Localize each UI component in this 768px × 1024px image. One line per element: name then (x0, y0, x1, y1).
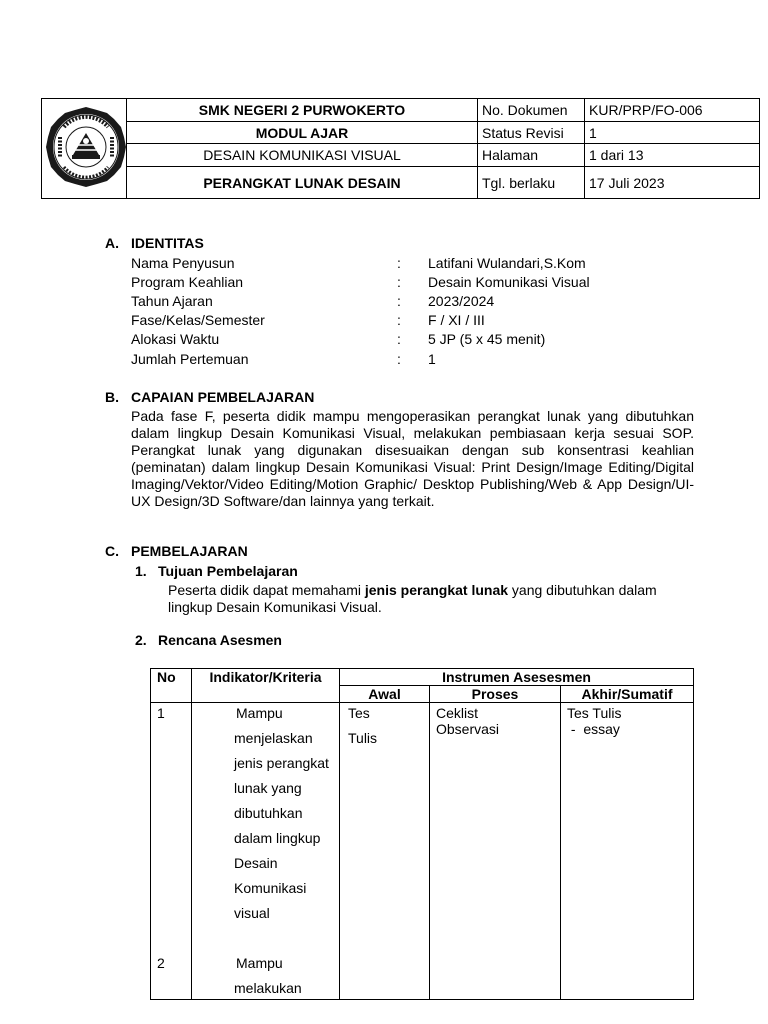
learning-objective-text (168, 582, 688, 616)
identity-value: Desain Komunikasi Visual (428, 274, 590, 290)
identity-colon: : (397, 293, 401, 309)
indicator-line: dibutuhkan (234, 805, 303, 821)
identity-value: 1 (428, 351, 436, 367)
indicator-line: lunak yang (234, 780, 302, 796)
subsection-1-number: 1. (135, 563, 147, 579)
identity-row (131, 351, 651, 370)
meta-label-page: Halaman (478, 144, 585, 167)
table-row (151, 703, 694, 1000)
identity-colon: : (397, 274, 401, 290)
awal-line: Tulis (348, 730, 378, 746)
meta-label-doc: No. Dokumen (478, 99, 585, 122)
identity-value: 2023/2024 (428, 293, 495, 309)
section-a-title: IDENTITAS (131, 235, 204, 251)
school-logo-cell (42, 99, 127, 199)
meta-value-page: 1 dari 13 (585, 144, 760, 167)
objective-text-bold: jenis perangkat lunak (364, 582, 509, 598)
indicator-line: Komunikasi (234, 880, 307, 896)
identity-colon: : (397, 331, 401, 347)
module-title: MODUL AJAR (127, 121, 478, 144)
row-no-cell (151, 703, 192, 1000)
meta-label-date: Tgl. berlaku (478, 167, 585, 199)
indicator-line: menjelaskan (234, 730, 313, 746)
subsection-2-title: Rencana Asesmen (158, 632, 282, 648)
section-c-letter: C. (105, 543, 119, 559)
akhir-line: - essay (567, 721, 620, 737)
school-logo (42, 99, 126, 195)
subsection-2-number: 2. (135, 632, 147, 648)
indicator-line: Desain (234, 855, 278, 871)
indicator-line: visual (234, 905, 270, 921)
row-indicator-cell (192, 703, 340, 1000)
header-indicator: Indikator/Kriteria (192, 669, 340, 703)
identity-label: Fase/Kelas/Semester (131, 312, 265, 328)
identity-label: Alokasi Waktu (131, 331, 220, 347)
indicator-line: melakukan (234, 980, 302, 996)
identity-value: F / XI / III (428, 312, 485, 328)
subject-title: PERANGKAT LUNAK DESAIN (127, 167, 478, 199)
identity-row (131, 331, 651, 350)
objective-text-start: Peserta didik dapat memahami (168, 582, 365, 598)
identity-label: Tahun Ajaran (131, 293, 213, 309)
meta-value-doc: KUR/PRP/FO-006 (585, 99, 760, 122)
indicator-line: Mampu (236, 705, 283, 721)
row-proses-cell (430, 703, 561, 1000)
identity-row (131, 312, 651, 331)
assessment-table (150, 668, 694, 1000)
row-number: 1 (157, 705, 165, 721)
identity-row (131, 293, 651, 312)
identity-colon: : (397, 255, 401, 271)
section-b-letter: B. (105, 389, 119, 405)
identity-label: Jumlah Pertemuan (131, 351, 249, 367)
meta-value-date: 17 Juli 2023 (585, 167, 760, 199)
identity-value: Latifani Wulandari,S.Kom (428, 255, 586, 271)
indicator-line: dalam lingkup (234, 830, 321, 846)
learning-outcome-paragraph: Pada fase F, peserta didik mampu mengoperasikan perangkat lunak yang dibutuhkan dalam lingkup Desain Komunikasi Visual, melakukan pembiasaan kerja sesuai SOP. Perangkat lunak yang digunakan disesuaikan dengan sub konsentrasi keahlian (peminatan) dalam lingkup Desain Komunikasi Visual: Print Design/Image Editing/Digital Imaging/Vektor/Video Editing/Motion Graphic/ Desktop Publishing/Web & App Design/UI- UX Design/3D Software/dan lainnya yang terkait. (131, 408, 694, 509)
objective-text-end: yang dibutuhkan dalam lingkup Desain Komunikasi Visual. (168, 582, 657, 615)
document-header-table (41, 98, 760, 199)
identity-colon: : (397, 351, 401, 367)
row-akhir-cell (561, 703, 694, 1000)
identity-label: Program Keahlian (131, 274, 244, 290)
identity-label: Nama Penyusun (131, 255, 235, 271)
identity-value: 5 JP (5 x 45 menit) (428, 331, 546, 347)
row-number: 2 (157, 955, 165, 971)
identity-row (131, 274, 651, 293)
program-title: DESAIN KOMUNIKASI VISUAL (127, 144, 478, 167)
indicator-line: Mampu (236, 955, 283, 971)
identity-row (131, 255, 651, 274)
subsection-1-title: Tujuan Pembelajaran (158, 563, 298, 579)
section-a-letter: A. (105, 235, 119, 251)
header-akhir: Akhir/Sumatif (561, 686, 694, 703)
akhir-line: Tes Tulis (567, 705, 622, 721)
school-name: SMK NEGERI 2 PURWOKERTO (127, 99, 478, 122)
section-c-title: PEMBELAJARAN (131, 543, 248, 559)
indicator-line: jenis perangkat (234, 755, 329, 771)
proses-line: Observasi (436, 721, 500, 737)
header-no: No (151, 669, 192, 703)
awal-line: Tes (348, 705, 370, 721)
row-awal-cell (340, 703, 430, 1000)
identity-colon: : (397, 312, 401, 328)
meta-label-revision: Status Revisi (478, 121, 585, 144)
header-proses: Proses (430, 686, 561, 703)
meta-value-revision: 1 (585, 121, 760, 144)
header-awal: Awal (340, 686, 430, 703)
section-b-title: CAPAIAN PEMBELAJARAN (131, 389, 315, 405)
proses-line: Ceklist (436, 705, 479, 721)
header-instrument: Instrumen Asesesmen (340, 669, 694, 686)
